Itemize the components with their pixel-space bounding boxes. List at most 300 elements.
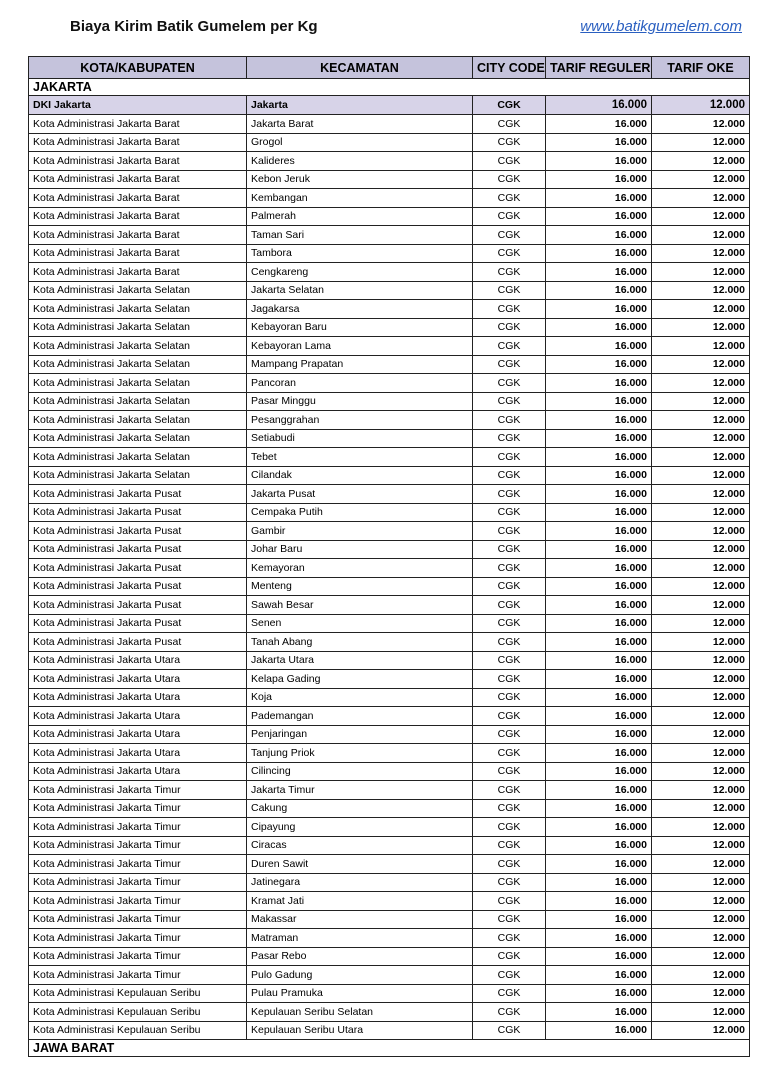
cell-kecamatan: Kebayoran Baru	[247, 318, 473, 337]
cell-tarif-oke: 12.000	[652, 374, 750, 393]
cell-city-code: CGK	[473, 929, 546, 948]
table-row	[29, 577, 750, 596]
cell-tarif-oke: 12.000	[652, 892, 750, 911]
cell-kota: Kota Administrasi Jakarta Timur	[29, 910, 247, 929]
cell-tarif-oke: 12.000	[652, 226, 750, 245]
cell-kota: Kota Administrasi Jakarta Selatan	[29, 429, 247, 448]
cell-kota: Kota Administrasi Jakarta Pusat	[29, 614, 247, 633]
table-row	[29, 670, 750, 689]
cell-city-code: CGK	[473, 374, 546, 393]
cell-kecamatan: Senen	[247, 614, 473, 633]
cell-tarif-oke: 12.000	[652, 263, 750, 282]
cell-tarif-reguler: 16.000	[546, 688, 652, 707]
cell-city-code: CGK	[473, 1021, 546, 1040]
cell-kecamatan: Kelapa Gading	[247, 670, 473, 689]
cell-tarif-reguler: 16.000	[546, 374, 652, 393]
cell-city-code: CGK	[473, 836, 546, 855]
cell-tarif-reguler: 16.000	[546, 818, 652, 837]
cell-kota: Kota Administrasi Jakarta Selatan	[29, 448, 247, 467]
table-row	[29, 540, 750, 559]
cell-tarif-reguler: 16.000	[546, 244, 652, 263]
cell-tarif-reguler: 16.000	[546, 781, 652, 800]
cell-city-code: CGK	[473, 577, 546, 596]
cell-tarif-reguler: 16.000	[546, 614, 652, 633]
cell-tarif-oke: 12.000	[652, 1003, 750, 1022]
cell-kecamatan: Jakarta Utara	[247, 651, 473, 670]
table-row	[29, 910, 750, 929]
cell-kota: Kota Administrasi Jakarta Timur	[29, 799, 247, 818]
cell-kecamatan: Cakung	[247, 799, 473, 818]
cell-tarif-reguler: 16.000	[546, 1003, 652, 1022]
table-row	[29, 466, 750, 485]
table-row	[29, 966, 750, 985]
cell-tarif-reguler: 16.000	[546, 910, 652, 929]
table-row	[29, 929, 750, 948]
cell-tarif-oke: 12.000	[652, 744, 750, 763]
cell-kota: Kota Administrasi Jakarta Timur	[29, 892, 247, 911]
cell-kota: Kota Administrasi Jakarta Barat	[29, 244, 247, 263]
cell-tarif-oke: 12.000	[652, 836, 750, 855]
table-row	[29, 207, 750, 226]
cell-tarif-oke: 12.000	[652, 96, 750, 115]
shipping-rate-table	[28, 56, 750, 1057]
cell-tarif-oke: 12.000	[652, 485, 750, 504]
table-row	[29, 485, 750, 504]
table-row	[29, 651, 750, 670]
cell-kota: Kota Administrasi Jakarta Selatan	[29, 392, 247, 411]
cell-kota: Kota Administrasi Jakarta Timur	[29, 929, 247, 948]
cell-city-code: CGK	[473, 892, 546, 911]
cell-kota: Kota Administrasi Jakarta Barat	[29, 189, 247, 208]
cell-tarif-reguler: 16.000	[546, 577, 652, 596]
cell-tarif-reguler: 16.000	[546, 337, 652, 356]
cell-tarif-reguler: 16.000	[546, 799, 652, 818]
cell-tarif-reguler: 16.000	[546, 855, 652, 874]
table-row	[29, 189, 750, 208]
cell-tarif-reguler: 16.000	[546, 170, 652, 189]
cell-kecamatan: Pademangan	[247, 707, 473, 726]
cell-city-code: CGK	[473, 226, 546, 245]
cell-tarif-oke: 12.000	[652, 170, 750, 189]
table-row	[29, 688, 750, 707]
cell-tarif-reguler: 16.000	[546, 96, 652, 115]
table-row	[29, 559, 750, 578]
cell-tarif-oke: 12.000	[652, 318, 750, 337]
cell-city-code: CGK	[473, 559, 546, 578]
cell-tarif-oke: 12.000	[652, 207, 750, 226]
cell-city-code: CGK	[473, 947, 546, 966]
table-row	[29, 818, 750, 837]
cell-kecamatan: Kemayoran	[247, 559, 473, 578]
cell-city-code: CGK	[473, 337, 546, 356]
cell-tarif-oke: 12.000	[652, 670, 750, 689]
table-row	[29, 374, 750, 393]
table-row	[29, 1003, 750, 1022]
cell-tarif-oke: 12.000	[652, 873, 750, 892]
cell-tarif-reguler: 16.000	[546, 429, 652, 448]
cell-tarif-oke: 12.000	[652, 522, 750, 541]
cell-kota: Kota Administrasi Jakarta Barat	[29, 115, 247, 134]
table-row	[29, 170, 750, 189]
cell-kecamatan: Jakarta	[247, 96, 473, 115]
table-row	[29, 1021, 750, 1040]
cell-kecamatan: Mampang Prapatan	[247, 355, 473, 374]
cell-tarif-oke: 12.000	[652, 614, 750, 633]
cell-tarif-reguler: 16.000	[546, 115, 652, 134]
cell-tarif-oke: 12.000	[652, 448, 750, 467]
cell-city-code: CGK	[473, 540, 546, 559]
cell-kecamatan: Pancoran	[247, 374, 473, 393]
cell-kecamatan: Jakarta Barat	[247, 115, 473, 134]
cell-kecamatan: Cilincing	[247, 762, 473, 781]
cell-tarif-reguler: 16.000	[546, 226, 652, 245]
table-row	[29, 226, 750, 245]
cell-city-code: CGK	[473, 466, 546, 485]
table-row	[29, 947, 750, 966]
cell-kota: Kota Administrasi Jakarta Timur	[29, 855, 247, 874]
table-row	[29, 799, 750, 818]
cell-tarif-reguler: 16.000	[546, 318, 652, 337]
cell-city-code: CGK	[473, 411, 546, 430]
cell-kecamatan: Jakarta Timur	[247, 781, 473, 800]
table-header	[29, 57, 750, 79]
column-header-kecamatan: KECAMATAN	[247, 57, 473, 79]
cell-city-code: CGK	[473, 744, 546, 763]
cell-kota: Kota Administrasi Jakarta Selatan	[29, 355, 247, 374]
cell-tarif-reguler: 16.000	[546, 392, 652, 411]
cell-city-code: CGK	[473, 707, 546, 726]
cell-kota: Kota Administrasi Jakarta Pusat	[29, 577, 247, 596]
cell-kecamatan: Kepulauan Seribu Utara	[247, 1021, 473, 1040]
cell-city-code: CGK	[473, 448, 546, 467]
cell-city-code: CGK	[473, 614, 546, 633]
table-row	[29, 337, 750, 356]
cell-city-code: CGK	[473, 688, 546, 707]
cell-tarif-oke: 12.000	[652, 189, 750, 208]
cell-tarif-reguler: 16.000	[546, 725, 652, 744]
table-row	[29, 355, 750, 374]
cell-kota: Kota Administrasi Jakarta Utara	[29, 688, 247, 707]
cell-kecamatan: Koja	[247, 688, 473, 707]
cell-tarif-reguler: 16.000	[546, 633, 652, 652]
cell-kota: Kota Administrasi Jakarta Barat	[29, 133, 247, 152]
cell-city-code: CGK	[473, 984, 546, 1003]
cell-city-code: CGK	[473, 522, 546, 541]
table-row	[29, 448, 750, 467]
cell-city-code: CGK	[473, 818, 546, 837]
cell-tarif-oke: 12.000	[652, 540, 750, 559]
table-row	[29, 855, 750, 874]
cell-kecamatan: Cilandak	[247, 466, 473, 485]
cell-kecamatan: Setiabudi	[247, 429, 473, 448]
cell-tarif-reguler: 16.000	[546, 189, 652, 208]
cell-tarif-reguler: 16.000	[546, 448, 652, 467]
cell-kota: Kota Administrasi Jakarta Pusat	[29, 503, 247, 522]
cell-kecamatan: Grogol	[247, 133, 473, 152]
cell-tarif-reguler: 16.000	[546, 207, 652, 226]
cell-kota: Kota Administrasi Jakarta Timur	[29, 781, 247, 800]
table-row	[29, 984, 750, 1003]
cell-tarif-oke: 12.000	[652, 133, 750, 152]
cell-tarif-reguler: 16.000	[546, 892, 652, 911]
section-row	[29, 79, 750, 96]
cell-kota: Kota Administrasi Jakarta Utara	[29, 762, 247, 781]
cell-kecamatan: Jakarta Selatan	[247, 281, 473, 300]
table-row	[29, 596, 750, 615]
cell-kota: Kota Administrasi Jakarta Barat	[29, 170, 247, 189]
cell-kecamatan: Kebon Jeruk	[247, 170, 473, 189]
cell-city-code: CGK	[473, 392, 546, 411]
cell-kota: Kota Administrasi Jakarta Timur	[29, 873, 247, 892]
table-row	[29, 281, 750, 300]
cell-city-code: CGK	[473, 300, 546, 319]
cell-tarif-oke: 12.000	[652, 244, 750, 263]
cell-tarif-oke: 12.000	[652, 337, 750, 356]
cell-kecamatan: Pulau Pramuka	[247, 984, 473, 1003]
cell-kota: Kota Administrasi Jakarta Utara	[29, 744, 247, 763]
cell-city-code: CGK	[473, 855, 546, 874]
column-header-city-code: CITY CODE	[473, 57, 546, 79]
cell-kecamatan: Tanah Abang	[247, 633, 473, 652]
cell-city-code: CGK	[473, 244, 546, 263]
table-row	[29, 836, 750, 855]
cell-tarif-oke: 12.000	[652, 503, 750, 522]
cell-tarif-oke: 12.000	[652, 966, 750, 985]
table-row	[29, 503, 750, 522]
column-header-tarif-reguler: TARIF REGULER	[546, 57, 652, 79]
cell-tarif-oke: 12.000	[652, 300, 750, 319]
cell-kota: Kota Administrasi Jakarta Selatan	[29, 411, 247, 430]
cell-tarif-reguler: 16.000	[546, 707, 652, 726]
cell-kota: Kota Administrasi Jakarta Utara	[29, 670, 247, 689]
cell-city-code: CGK	[473, 355, 546, 374]
table-row	[29, 152, 750, 171]
cell-city-code: CGK	[473, 133, 546, 152]
cell-tarif-oke: 12.000	[652, 929, 750, 948]
cell-kota: Kota Administrasi Jakarta Pusat	[29, 485, 247, 504]
cell-city-code: CGK	[473, 670, 546, 689]
table-row	[29, 300, 750, 319]
cell-kota: Kota Administrasi Jakarta Barat	[29, 263, 247, 282]
cell-kecamatan: Kalideres	[247, 152, 473, 171]
cell-kecamatan: Tanjung Priok	[247, 744, 473, 763]
cell-city-code: CGK	[473, 1003, 546, 1022]
cell-city-code: CGK	[473, 170, 546, 189]
cell-tarif-reguler: 16.000	[546, 522, 652, 541]
cell-city-code: CGK	[473, 910, 546, 929]
cell-city-code: CGK	[473, 781, 546, 800]
table-body	[29, 79, 750, 1057]
cell-city-code: CGK	[473, 318, 546, 337]
cell-kecamatan: Jakarta Pusat	[247, 485, 473, 504]
cell-kota: Kota Administrasi Jakarta Selatan	[29, 300, 247, 319]
cell-tarif-oke: 12.000	[652, 577, 750, 596]
cell-kota: Kota Administrasi Jakarta Timur	[29, 818, 247, 837]
cell-kota: Kota Administrasi Jakarta Selatan	[29, 374, 247, 393]
cell-city-code: CGK	[473, 281, 546, 300]
cell-tarif-reguler: 16.000	[546, 152, 652, 171]
cell-tarif-oke: 12.000	[652, 115, 750, 134]
cell-tarif-oke: 12.000	[652, 466, 750, 485]
cell-kecamatan: Cempaka Putih	[247, 503, 473, 522]
cell-kota: Kota Administrasi Kepulauan Seribu	[29, 1003, 247, 1022]
cell-kecamatan: Kembangan	[247, 189, 473, 208]
cell-city-code: CGK	[473, 207, 546, 226]
cell-kota: Kota Administrasi Jakarta Pusat	[29, 559, 247, 578]
cell-kecamatan: Taman Sari	[247, 226, 473, 245]
cell-tarif-oke: 12.000	[652, 688, 750, 707]
section-title: JAWA BARAT	[29, 1040, 750, 1057]
cell-city-code: CGK	[473, 189, 546, 208]
cell-tarif-oke: 12.000	[652, 799, 750, 818]
cell-kecamatan: Jagakarsa	[247, 300, 473, 319]
cell-kota: Kota Administrasi Jakarta Barat	[29, 207, 247, 226]
table-row	[29, 263, 750, 282]
cell-tarif-reguler: 16.000	[546, 559, 652, 578]
cell-kota: DKI Jakarta	[29, 96, 247, 115]
table-row	[29, 873, 750, 892]
cell-tarif-oke: 12.000	[652, 947, 750, 966]
cell-kota: Kota Administrasi Jakarta Selatan	[29, 337, 247, 356]
cell-city-code: CGK	[473, 485, 546, 504]
table-row	[29, 522, 750, 541]
cell-city-code: CGK	[473, 96, 546, 115]
table-row	[29, 244, 750, 263]
page-title: Biaya Kirim Batik Gumelem per Kg	[70, 18, 318, 35]
cell-kota: Kota Administrasi Jakarta Pusat	[29, 596, 247, 615]
column-header-kota: KOTA/KABUPATEN	[29, 57, 247, 79]
table-row	[29, 707, 750, 726]
table-row	[29, 96, 750, 115]
cell-kecamatan: Matraman	[247, 929, 473, 948]
cell-kecamatan: Duren Sawit	[247, 855, 473, 874]
cell-kecamatan: Cengkareng	[247, 263, 473, 282]
table-row	[29, 633, 750, 652]
cell-tarif-oke: 12.000	[652, 152, 750, 171]
cell-kecamatan: Ciracas	[247, 836, 473, 855]
cell-tarif-oke: 12.000	[652, 411, 750, 430]
cell-kecamatan: Johar Baru	[247, 540, 473, 559]
cell-kota: Kota Administrasi Jakarta Utara	[29, 707, 247, 726]
cell-kota: Kota Administrasi Jakarta Barat	[29, 152, 247, 171]
cell-city-code: CGK	[473, 429, 546, 448]
cell-tarif-oke: 12.000	[652, 429, 750, 448]
cell-kota: Kota Administrasi Jakarta Utara	[29, 651, 247, 670]
cell-city-code: CGK	[473, 596, 546, 615]
cell-tarif-reguler: 16.000	[546, 133, 652, 152]
cell-kecamatan: Penjaringan	[247, 725, 473, 744]
table-row	[29, 411, 750, 430]
cell-city-code: CGK	[473, 966, 546, 985]
cell-tarif-reguler: 16.000	[546, 300, 652, 319]
cell-city-code: CGK	[473, 152, 546, 171]
cell-tarif-reguler: 16.000	[546, 762, 652, 781]
cell-city-code: CGK	[473, 503, 546, 522]
website-link[interactable]: www.batikgumelem.com	[580, 18, 742, 35]
cell-tarif-oke: 12.000	[652, 596, 750, 615]
cell-tarif-oke: 12.000	[652, 651, 750, 670]
cell-kecamatan: Pasar Rebo	[247, 947, 473, 966]
cell-tarif-reguler: 16.000	[546, 966, 652, 985]
cell-tarif-oke: 12.000	[652, 725, 750, 744]
section-row	[29, 1040, 750, 1057]
cell-tarif-oke: 12.000	[652, 781, 750, 800]
cell-tarif-oke: 12.000	[652, 984, 750, 1003]
cell-tarif-oke: 12.000	[652, 633, 750, 652]
cell-tarif-reguler: 16.000	[546, 596, 652, 615]
cell-kecamatan: Tebet	[247, 448, 473, 467]
cell-tarif-reguler: 16.000	[546, 466, 652, 485]
cell-city-code: CGK	[473, 799, 546, 818]
cell-kota: Kota Administrasi Jakarta Utara	[29, 725, 247, 744]
cell-tarif-reguler: 16.000	[546, 744, 652, 763]
cell-kota: Kota Administrasi Jakarta Pusat	[29, 633, 247, 652]
cell-kecamatan: Kramat Jati	[247, 892, 473, 911]
cell-kota: Kota Administrasi Jakarta Selatan	[29, 318, 247, 337]
cell-tarif-reguler: 16.000	[546, 836, 652, 855]
cell-kota: Kota Administrasi Jakarta Pusat	[29, 522, 247, 541]
table-row	[29, 781, 750, 800]
cell-tarif-reguler: 16.000	[546, 947, 652, 966]
cell-kecamatan: Jatinegara	[247, 873, 473, 892]
cell-kecamatan: Sawah Besar	[247, 596, 473, 615]
cell-kota: Kota Administrasi Kepulauan Seribu	[29, 1021, 247, 1040]
cell-kecamatan: Cipayung	[247, 818, 473, 837]
cell-tarif-oke: 12.000	[652, 855, 750, 874]
table-row	[29, 614, 750, 633]
cell-tarif-reguler: 16.000	[546, 411, 652, 430]
cell-kota: Kota Administrasi Jakarta Pusat	[29, 540, 247, 559]
cell-kecamatan: Menteng	[247, 577, 473, 596]
cell-tarif-reguler: 16.000	[546, 263, 652, 282]
cell-kota: Kota Administrasi Jakarta Timur	[29, 836, 247, 855]
cell-tarif-oke: 12.000	[652, 818, 750, 837]
cell-tarif-reguler: 16.000	[546, 873, 652, 892]
table-row	[29, 892, 750, 911]
table-row	[29, 318, 750, 337]
cell-tarif-reguler: 16.000	[546, 281, 652, 300]
cell-tarif-oke: 12.000	[652, 355, 750, 374]
cell-kecamatan: Pulo Gadung	[247, 966, 473, 985]
cell-kota: Kota Administrasi Jakarta Selatan	[29, 466, 247, 485]
cell-kota: Kota Administrasi Kepulauan Seribu	[29, 984, 247, 1003]
section-title: JAKARTA	[29, 79, 750, 96]
cell-tarif-reguler: 16.000	[546, 929, 652, 948]
cell-tarif-oke: 12.000	[652, 281, 750, 300]
table-row	[29, 392, 750, 411]
cell-tarif-reguler: 16.000	[546, 503, 652, 522]
cell-kota: Kota Administrasi Jakarta Timur	[29, 966, 247, 985]
cell-kecamatan: Gambir	[247, 522, 473, 541]
cell-tarif-reguler: 16.000	[546, 984, 652, 1003]
cell-tarif-reguler: 16.000	[546, 540, 652, 559]
table-row	[29, 744, 750, 763]
cell-city-code: CGK	[473, 115, 546, 134]
cell-kota: Kota Administrasi Jakarta Barat	[29, 226, 247, 245]
cell-kecamatan: Kepulauan Seribu Selatan	[247, 1003, 473, 1022]
cell-kecamatan: Kebayoran Lama	[247, 337, 473, 356]
cell-tarif-oke: 12.000	[652, 762, 750, 781]
cell-tarif-reguler: 16.000	[546, 485, 652, 504]
cell-kecamatan: Pesanggrahan	[247, 411, 473, 430]
table-row	[29, 762, 750, 781]
cell-tarif-oke: 12.000	[652, 392, 750, 411]
table-row	[29, 429, 750, 448]
cell-kecamatan: Palmerah	[247, 207, 473, 226]
table-row	[29, 115, 750, 134]
cell-kecamatan: Pasar Minggu	[247, 392, 473, 411]
cell-kota: Kota Administrasi Jakarta Timur	[29, 947, 247, 966]
